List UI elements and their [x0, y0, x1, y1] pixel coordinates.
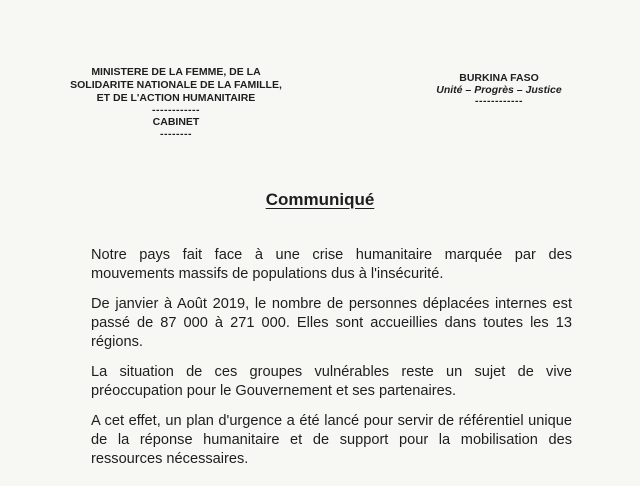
ministry-separator: ------------: [152, 104, 200, 116]
ministry-line-1: MINISTERE DE LA FEMME, DE LA: [91, 66, 261, 78]
country-header: [424, 72, 574, 106]
document-title: Communiqué: [265, 190, 375, 209]
country-name: BURKINA FASO: [459, 72, 539, 84]
paragraph-4: A cet effet, un plan d'urgence a été lancé pour servir de référentiel unique de la réponse humanitaire et de support pour la mobilisation des ressources nécessaires.: [91, 413, 572, 467]
paragraph-1: Notre pays fait face à une crise humanitaire marquée par des mouvements massifs de populations dus à l'insécurité.: [91, 247, 572, 282]
cabinet-label: CABINET: [152, 116, 200, 128]
country-separator: ------------: [475, 95, 523, 107]
ministry-header: [52, 66, 300, 139]
document-body: [91, 246, 572, 480]
cabinet-separator: --------: [160, 128, 192, 140]
ministry-line-3: ET DE L'ACTION HUMANITAIRE: [96, 92, 256, 104]
ministry-line-2: SOLIDARITE NATIONALE DE LA FAMILLE,: [70, 79, 282, 91]
paragraph-3: La situation de ces groupes vulnérables reste un sujet de vive préoccupation pour le Gouvernement et ses partenaires.: [91, 364, 572, 399]
paragraph-2: De janvier à Août 2019, le nombre de personnes déplacées internes est passé de 87 000 à 271 000. Elles sont accueillies dans toutes les 13 régions.: [91, 296, 572, 350]
country-motto: Unité – Progrès – Justice: [436, 84, 562, 96]
